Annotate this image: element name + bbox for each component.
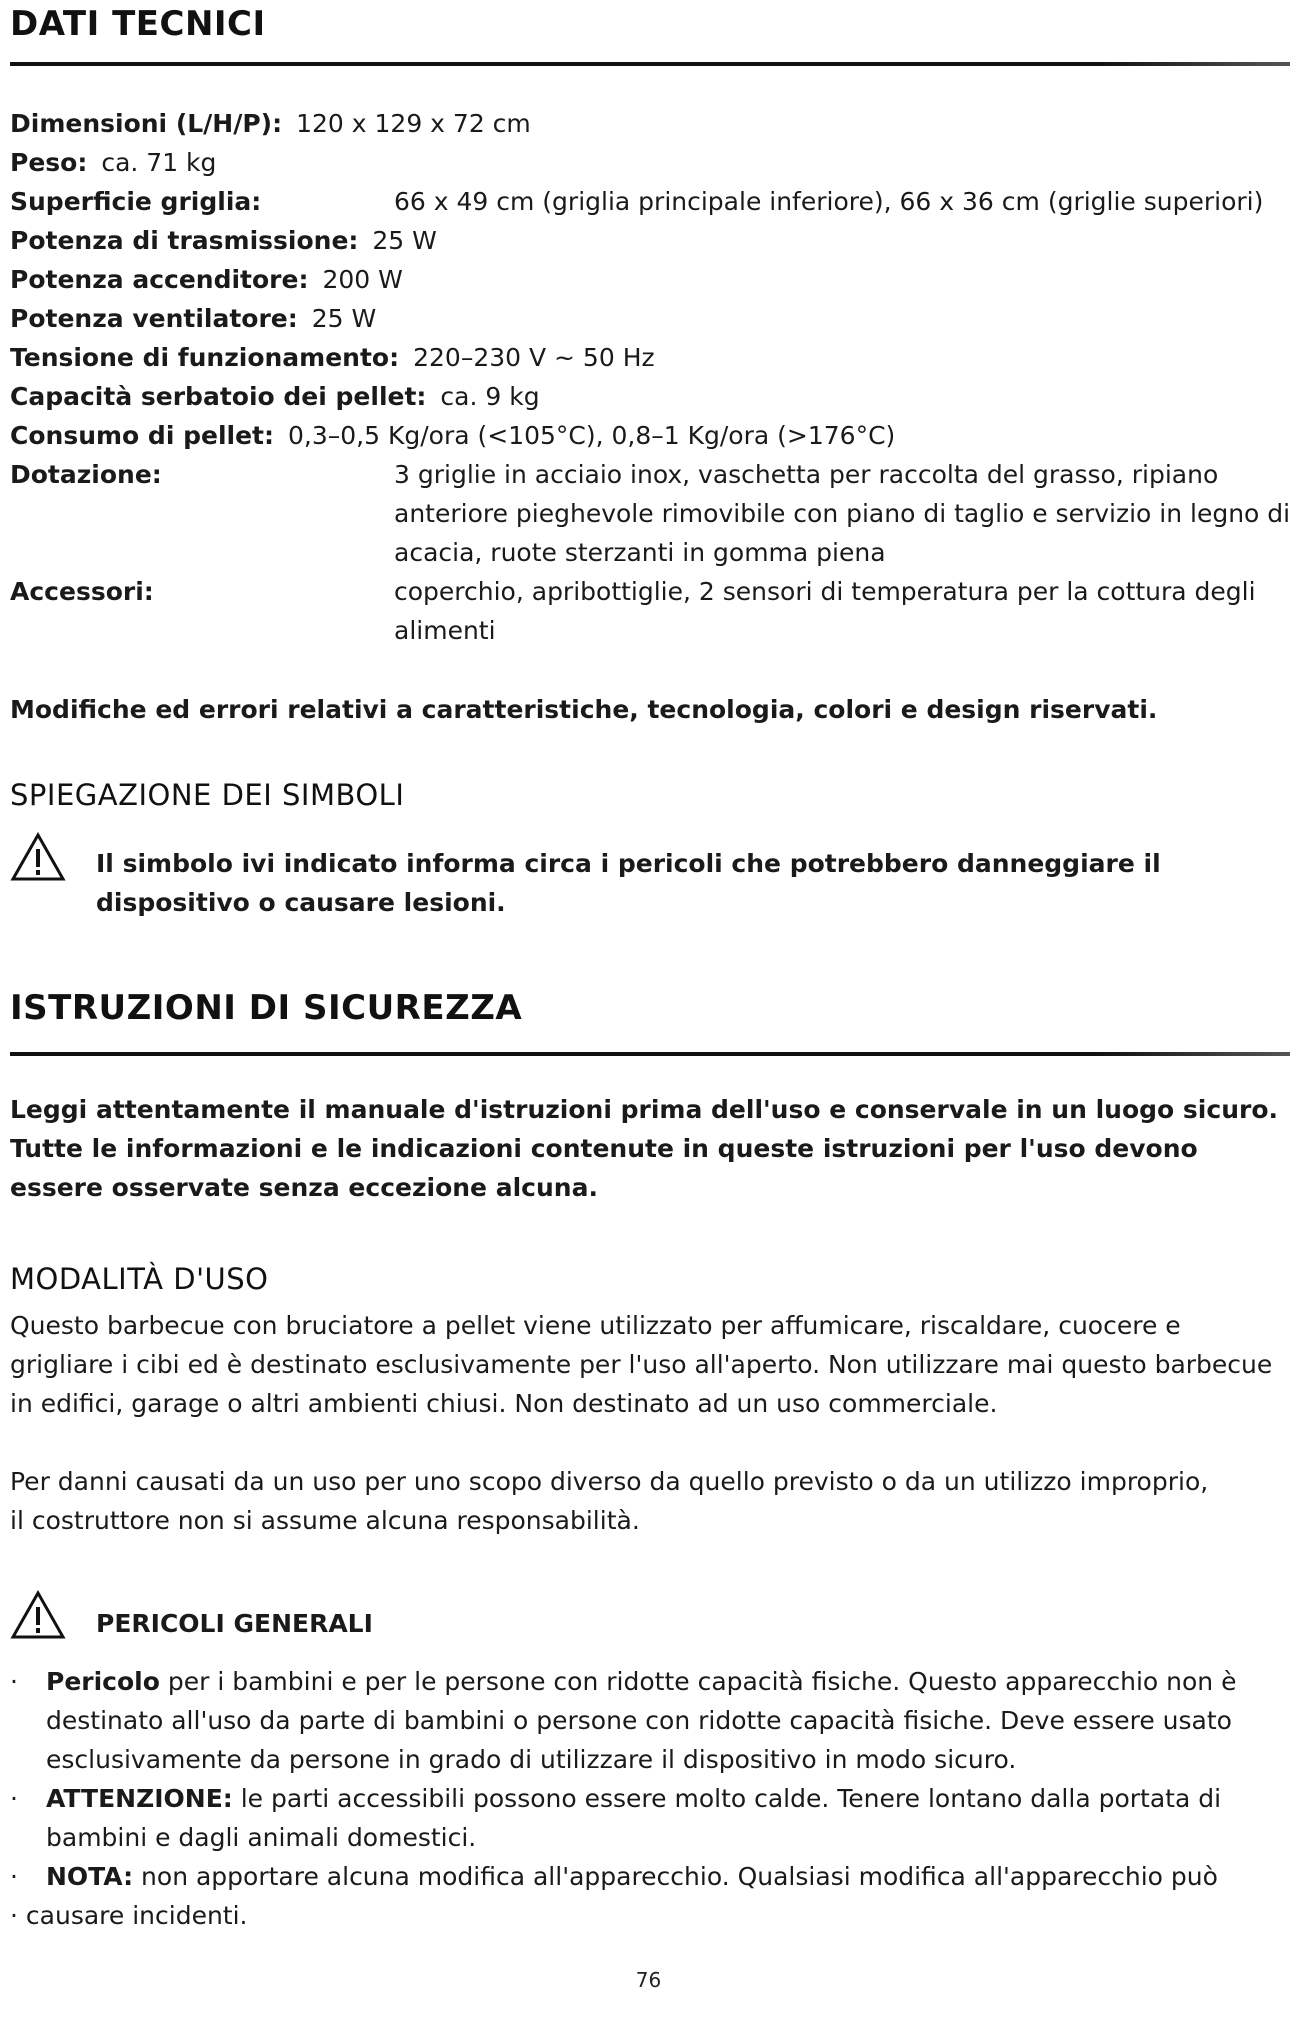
spec-label: Dimensioni (L/H/P):: [10, 109, 283, 138]
spec-value: ca. 9 kg: [440, 382, 540, 411]
list-item: [10, 1857, 1292, 1896]
spec-equipment: [10, 455, 162, 494]
spec-label: Peso:: [10, 148, 88, 177]
page-number: 76: [635, 1968, 662, 1992]
disclaimer: Modifiche ed errori relativi a caratteristiche, tecnologia, colori e design riservati.: [10, 695, 1158, 724]
warning-triangle-icon: [10, 832, 66, 882]
item-text: causare incidenti.: [25, 1901, 248, 1930]
spec-label: Accessori:: [10, 577, 154, 606]
spec-value: 120 x 129 x 72 cm: [296, 109, 531, 138]
spec-weight: [10, 143, 216, 182]
list-item: [10, 1779, 1292, 1857]
spec-label: Superficie griglia:: [10, 187, 262, 216]
spec-value: 0,3–0,5 Kg/ora (<105°C), 0,8–1 Kg/ora (>176°C): [288, 421, 896, 450]
spec-pellet-consumption: [10, 416, 895, 455]
spec-value: 25 W: [311, 304, 377, 333]
title-rule: [10, 1052, 1290, 1056]
item-text: le parti accessibili possono essere molto calde. Tenere lontano dalla portata di bambini e dagli animali domestici.: [46, 1784, 1222, 1852]
tech-title: DATI TECNICI: [10, 4, 266, 44]
spec-grill-surface: [10, 182, 261, 221]
list-item: [10, 1662, 1292, 1779]
bullet-dot: ·: [10, 1784, 18, 1813]
bullet-dot: ·: [10, 1901, 18, 1930]
title-rule: [10, 62, 1290, 66]
safety-intro: Leggi attentamente il manuale d'istruzioni prima dell'uso e conservale in un luogo sicuro. Tutte le informazioni e le indicazioni contenute in queste istruzioni per l'uso devono essere osservate senza eccezione alcuna.: [10, 1095, 1278, 1202]
spec-igniter-power: [10, 260, 403, 299]
spec-transmission-power: [10, 221, 437, 260]
spec-value: 66 x 49 cm (griglia principale inferiore), 66 x 36 cm (griglie superiori): [394, 187, 1264, 216]
list-item: [10, 1896, 1292, 1935]
spec-value: 3 griglie in acciaio inox, vaschetta per raccolta del grasso, ripiano anteriore pieghevole rimovibile con piano di taglio e servizio in legno di acacia, ruote sterzanti in gomma piena: [394, 460, 1291, 567]
warning-symbol-text: Il simbolo ivi indicato informa circa i pericoli che potrebbero danneggiare il dispositivo o causare lesioni.: [96, 849, 1161, 917]
warning-triangle-icon: [10, 1590, 66, 1640]
symbols-title: SPIEGAZIONE DEI SIMBOLI: [10, 778, 405, 812]
spec-dimensions: [10, 104, 531, 143]
spec-value: 200 W: [322, 265, 403, 294]
spec-label: Potenza ventilatore:: [10, 304, 298, 333]
spec-label: Potenza di trasmissione:: [10, 226, 359, 255]
spec-fan-power: [10, 299, 376, 338]
bullet-dot: ·: [10, 1667, 18, 1696]
usage-paragraph-2: Per danni causati da un uso per uno scopo diverso da quello previsto o da un utilizzo improprio, il costruttore non si assume alcuna responsabilità.: [10, 1467, 1209, 1535]
spec-label: Consumo di pellet:: [10, 421, 274, 450]
spec-label: Tensione di funzionamento:: [10, 343, 400, 372]
item-bold: NOTA:: [46, 1862, 134, 1891]
usage-paragraph-1: Questo barbecue con bruciatore a pellet viene utilizzato per affumicare, riscaldare, cuocere e grigliare i cibi ed è destinato esclusivamente per l'uso all'aperto. Non utilizzare mai questo barbecue in edifici, garage o altri ambienti chiusi. Non destinato ad un uso commerciale.: [10, 1311, 1273, 1418]
spec-voltage: [10, 338, 655, 377]
spec-accessories: [10, 572, 154, 611]
spec-value: ca. 71 kg: [101, 148, 217, 177]
spec-value: 220–230 V ~ 50 Hz: [413, 343, 655, 372]
dangers-title: PERICOLI GENERALI: [96, 1609, 373, 1638]
dangers-list: [10, 1662, 1292, 1935]
item-text: per i bambini e per le persone con ridotte capacità fisiche. Questo apparecchio non è destinato all'uso da parte di bambini o persone con ridotte capacità fisiche. Deve essere usato esclusivamente da persone in grado di utilizzare il dispositivo in modo sicuro.: [46, 1667, 1237, 1774]
spec-label: Capacità serbatoio dei pellet:: [10, 382, 427, 411]
safety-title: ISTRUZIONI DI SICUREZZA: [10, 988, 523, 1028]
spec-label: Dotazione:: [10, 460, 162, 489]
usage-title: MODALITÀ D'USO: [10, 1262, 269, 1296]
spec-value: 25 W: [372, 226, 437, 255]
item-text: non apportare alcuna modifica all'apparecchio. Qualsiasi modifica all'apparecchio può: [133, 1862, 1218, 1891]
spec-label: Potenza accenditore:: [10, 265, 309, 294]
spec-value: coperchio, apribottiglie, 2 sensori di temperatura per la cottura degli alimenti: [394, 577, 1256, 645]
item-bold: Pericolo: [46, 1667, 160, 1696]
spec-hopper-capacity: [10, 377, 540, 416]
item-bold: ATTENZIONE:: [46, 1784, 233, 1813]
bullet-dot: ·: [10, 1862, 18, 1891]
